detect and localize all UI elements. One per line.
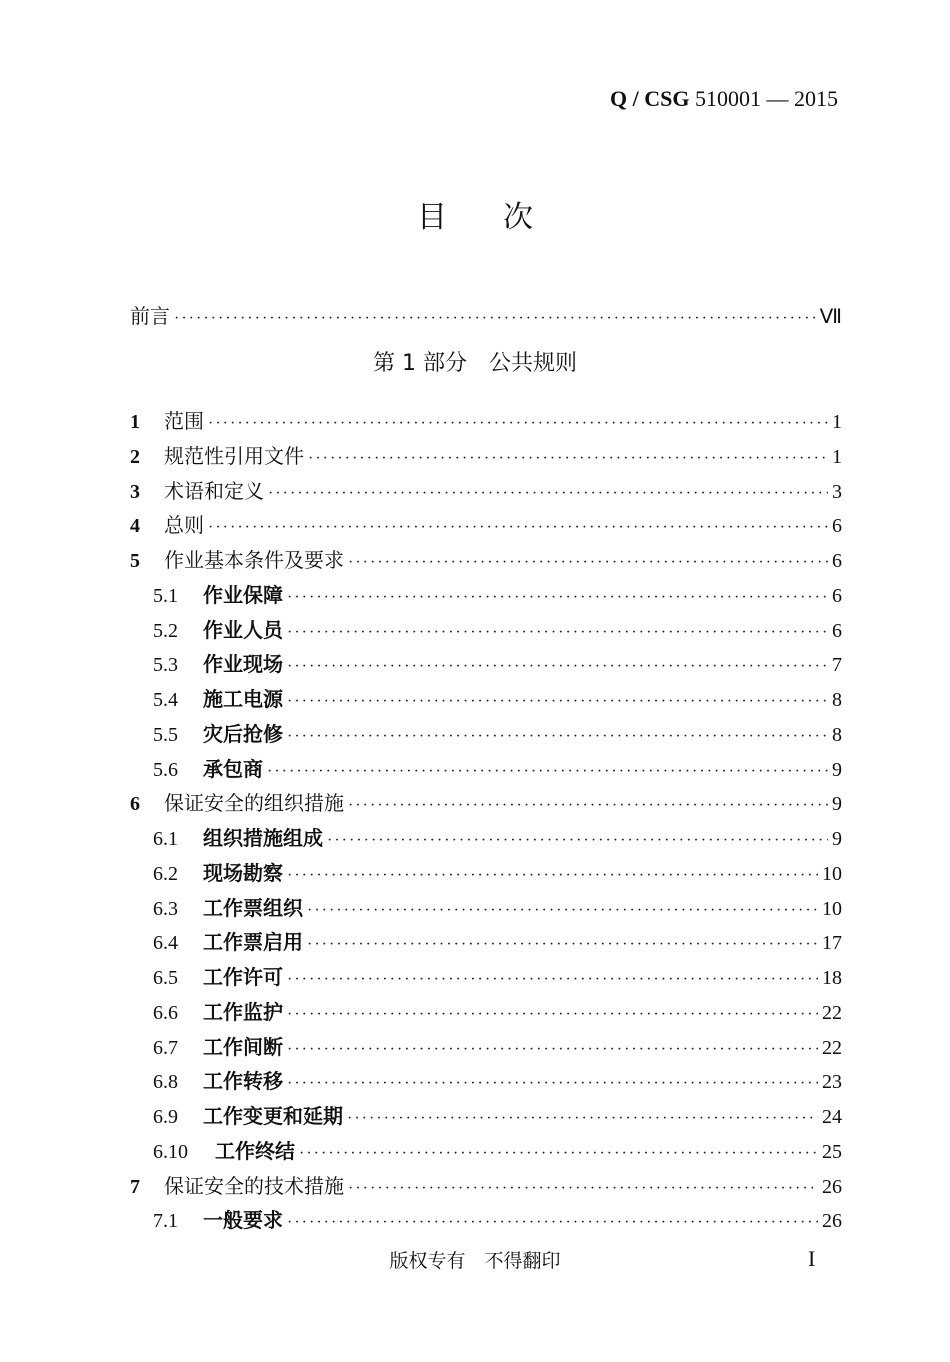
toc-entry-page: 6 xyxy=(832,515,842,538)
toc-entry-label: 作业现场 xyxy=(203,652,283,677)
toc-entry[interactable] xyxy=(130,509,842,538)
toc-preface[interactable] xyxy=(130,300,842,329)
toc-entry[interactable] xyxy=(153,857,842,886)
toc-entry-page: 23 xyxy=(822,1071,842,1094)
toc-leader-dots xyxy=(287,1006,818,1024)
toc-entry[interactable] xyxy=(130,405,842,434)
toc-entry-page: 3 xyxy=(832,480,842,503)
toc-leader-dots xyxy=(348,1180,818,1198)
toc-entry-page: 24 xyxy=(822,1106,842,1128)
toc-entry[interactable] xyxy=(153,614,842,643)
toc-entry-page: 6 xyxy=(832,550,842,572)
toc-leader-dots xyxy=(348,554,828,572)
toc-entry-number: 6.1 xyxy=(153,828,178,850)
toc-entry-number: 5.5 xyxy=(153,723,178,746)
toc-entry-label: 作业人员 xyxy=(203,617,283,642)
toc-entry[interactable] xyxy=(153,648,842,677)
toc-leader-dots xyxy=(299,1145,818,1163)
toc-preface-label: 前言 xyxy=(130,304,170,328)
toc-entry[interactable] xyxy=(130,544,842,573)
toc-leader-dots xyxy=(208,519,828,537)
toc-leader-dots xyxy=(268,485,828,503)
toc-entry-number: 6.4 xyxy=(153,932,178,955)
toc-leader-dots xyxy=(174,310,816,328)
toc-entry-number: 6.8 xyxy=(153,1071,178,1094)
toc-leader-dots xyxy=(348,797,828,815)
toc-entry[interactable] xyxy=(153,1031,842,1060)
document-code-prefix: Q / CSG xyxy=(610,86,690,111)
toc-preface-page: Ⅶ xyxy=(819,306,842,328)
toc-leader-dots xyxy=(287,589,828,607)
toc-entry[interactable] xyxy=(153,822,842,851)
footer-copyright: 版权专有 不得翻印 xyxy=(389,1250,561,1272)
footer-page-number: I xyxy=(808,1246,816,1271)
toc-entry[interactable] xyxy=(153,1204,842,1233)
toc-leader-dots xyxy=(267,763,828,781)
toc-entry-page: 9 xyxy=(832,758,842,781)
toc-entry-page: 7 xyxy=(832,654,842,677)
toc-entry-page: 25 xyxy=(822,1140,842,1163)
toc-leader-dots xyxy=(327,832,828,850)
toc-entry-page: 9 xyxy=(832,828,842,850)
toc-entry-page: 1 xyxy=(832,411,842,433)
toc-entry-page: 22 xyxy=(822,1001,842,1024)
toc-entry-number: 6.5 xyxy=(153,967,178,989)
toc-entry-page: 22 xyxy=(822,1036,842,1059)
toc-entry-number: 4 xyxy=(130,515,140,538)
toc-entry-label: 作业基本条件及要求 xyxy=(164,548,344,572)
toc-entry-label: 术语和定义 xyxy=(164,478,264,503)
toc-entry-number: 5.1 xyxy=(153,584,178,607)
toc-leader-dots xyxy=(287,728,828,746)
toc-entry-number: 3 xyxy=(130,480,140,503)
toc-entry-label: 保证安全的技术措施 xyxy=(164,1173,344,1198)
toc-leader-dots xyxy=(308,450,828,468)
toc-entry-number: 6.3 xyxy=(153,897,178,920)
toc-entry[interactable] xyxy=(130,440,842,469)
toc-entry[interactable] xyxy=(130,787,842,816)
toc-leader-dots xyxy=(287,658,828,676)
toc-entry-label: 保证安全的组织措施 xyxy=(164,791,344,816)
toc-entry-label: 工作变更和延期 xyxy=(203,1104,343,1128)
toc-entry-number: 6.7 xyxy=(153,1036,178,1059)
toc-entry-number: 1 xyxy=(130,411,140,433)
toc-entry[interactable] xyxy=(153,961,842,990)
toc-entry-label: 范围 xyxy=(164,409,204,433)
toc-entry[interactable] xyxy=(153,1065,842,1094)
part-heading: 第 1 部分 公共规则 xyxy=(373,351,577,376)
document-code xyxy=(610,86,838,112)
toc-entry[interactable] xyxy=(153,1100,842,1129)
toc-entry-label: 工作转移 xyxy=(203,1069,283,1094)
toc-entry-number: 5.6 xyxy=(153,758,178,781)
toc-entry-page: 1 xyxy=(832,445,842,468)
toc-entry-label: 承包商 xyxy=(203,756,263,781)
toc-entry[interactable] xyxy=(153,996,842,1025)
toc-entry[interactable] xyxy=(153,718,842,747)
toc-entry[interactable] xyxy=(130,475,842,504)
toc-entry[interactable] xyxy=(153,892,842,921)
toc-title: 目次 xyxy=(417,200,589,235)
toc-entry-page: 10 xyxy=(822,862,842,885)
toc-entry-number: 7 xyxy=(130,1175,140,1198)
toc-entry-label: 灾后抢修 xyxy=(203,721,283,746)
toc-entry-label: 总则 xyxy=(164,513,204,538)
toc-entry-number: 5.4 xyxy=(153,689,178,711)
toc-entry-number: 6.6 xyxy=(153,1001,178,1024)
toc-leader-dots xyxy=(287,693,828,711)
toc-entry-page: 26 xyxy=(822,1210,842,1233)
toc-entry-number: 6.10 xyxy=(153,1140,188,1163)
toc-leader-dots xyxy=(287,1214,818,1232)
toc-entry[interactable] xyxy=(153,753,842,782)
document-code-number: 510001 — 2015 xyxy=(689,86,838,111)
toc-entry-page: 9 xyxy=(832,793,842,816)
toc-entry-label: 工作票组织 xyxy=(203,895,303,920)
toc-entry-page: 6 xyxy=(832,584,842,607)
toc-entry-label: 现场勘察 xyxy=(203,860,283,885)
toc-entry-label: 工作票启用 xyxy=(203,930,303,955)
toc-entry-page: 26 xyxy=(822,1175,842,1198)
toc-leader-dots xyxy=(307,902,818,920)
toc-leader-dots xyxy=(307,936,818,954)
toc-entry-label: 规范性引用文件 xyxy=(164,443,304,468)
toc-entry-number: 7.1 xyxy=(153,1210,178,1233)
toc-entry-label: 组织措施组成 xyxy=(203,826,323,850)
toc-entry-number: 5 xyxy=(130,550,140,572)
toc-entry-number: 5.3 xyxy=(153,654,178,677)
toc-entry-page: 18 xyxy=(822,967,842,989)
toc-entry-page: 10 xyxy=(822,897,842,920)
toc-leader-dots xyxy=(287,971,818,989)
toc-entry-label: 作业保障 xyxy=(203,582,283,607)
toc-entry-number: 5.2 xyxy=(153,619,178,642)
toc-entry-page: 6 xyxy=(832,619,842,642)
toc-entry-label: 一般要求 xyxy=(203,1208,283,1233)
toc-leader-dots xyxy=(347,1110,818,1128)
toc-entry-label: 工作监护 xyxy=(203,999,283,1024)
toc-leader-dots xyxy=(287,624,828,642)
toc-entry-label: 施工电源 xyxy=(203,687,283,711)
toc-entry-page: 17 xyxy=(822,932,842,955)
toc-leader-dots xyxy=(287,867,818,885)
toc-entry-number: 2 xyxy=(130,445,140,468)
toc-entry-page: 8 xyxy=(832,689,842,711)
toc-entry[interactable] xyxy=(153,926,842,955)
toc-leader-dots xyxy=(287,1075,818,1093)
toc-entry[interactable] xyxy=(153,683,842,712)
toc-entry-number: 6 xyxy=(130,793,140,816)
toc-entry-number: 6.9 xyxy=(153,1106,178,1128)
toc-entry[interactable] xyxy=(153,1135,842,1164)
toc-entry-page: 8 xyxy=(832,723,842,746)
toc-entry-number: 6.2 xyxy=(153,862,178,885)
toc-entry[interactable] xyxy=(153,579,842,608)
toc-leader-dots xyxy=(208,415,828,433)
toc-entry-label: 工作间断 xyxy=(203,1034,283,1059)
toc-leader-dots xyxy=(287,1041,818,1059)
toc-entry[interactable] xyxy=(130,1170,842,1199)
toc-entry-label: 工作许可 xyxy=(203,965,283,989)
toc-entry-label: 工作终结 xyxy=(215,1138,295,1163)
